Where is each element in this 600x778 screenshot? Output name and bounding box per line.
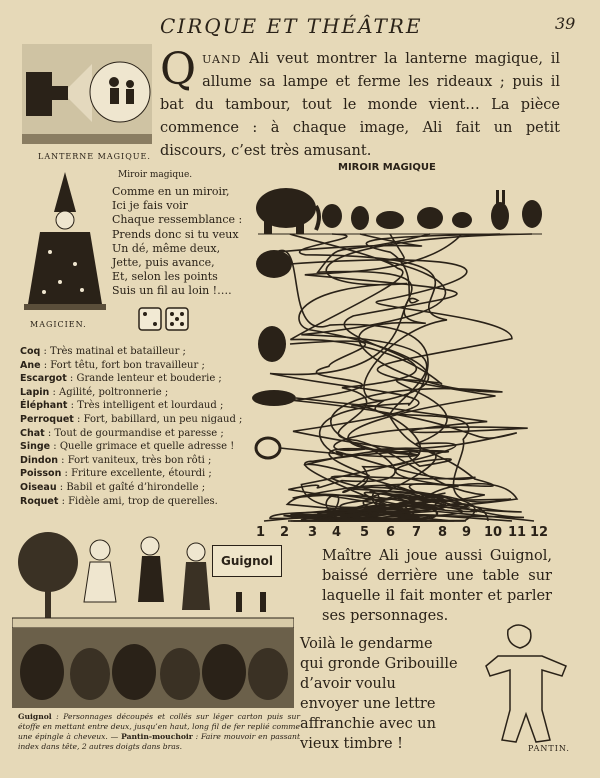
poem (112, 185, 252, 299)
list-item: Dindon : Fort vaniteux, très bon rôti ; (20, 454, 212, 466)
poem-line: Chaque ressemblance : (112, 213, 243, 227)
list-item: Roquet : Fidèle ami, trop de querelles. (20, 495, 218, 507)
intro-paragraph (160, 44, 560, 163)
list-item: Lapin : Agilité, poltronnerie ; (20, 386, 169, 398)
guignol-paragraph: Maître Ali joue aussi Guignol, baissé derrière une table sur laquelle il fait monter et parler ses personnages. (322, 548, 552, 624)
lanterne-caption: LANTERNE MAGIQUE. (38, 152, 151, 161)
maze-number: 3 (308, 525, 318, 540)
maze-number: 11 (508, 525, 527, 540)
list-item: Oiseau : Babil et gaîté d’hirondelle ; (20, 481, 206, 493)
list-item: Éléphant : Très intelligent et lourdaud ; (20, 400, 224, 412)
poem-line: Jette, puis avance, (112, 256, 215, 270)
list-item: Poisson : Friture excellente, étourdi ; (20, 468, 212, 480)
maze-number: 7 (412, 525, 422, 540)
miroir-caption: MIROIR MAGIQUE (338, 162, 436, 173)
maze-number: 8 (438, 525, 448, 540)
maze-number: 5 (360, 525, 370, 540)
pantin-illustration (458, 622, 584, 752)
lanterne-illustration (22, 44, 152, 144)
maze-number: 1 (256, 525, 266, 540)
list-item: Escargot : Grande lenteur et bouderie ; (20, 373, 222, 385)
maze-number: 4 (332, 525, 342, 540)
poem-line: Prends donc si tu veux (112, 227, 239, 241)
page-number: 39 (555, 14, 576, 33)
list-item: Chat : Tout de gourmandise et paresse ; (20, 427, 224, 439)
intro-smallcaps: UAND (202, 53, 242, 66)
guignol-caption: Guignol : Personnages découpés et collés sur léger carton puis sur étoffe en mettant entre deux, jusqu’en haut, long fil de fer replié comme une épingle à cheveux. — Pantin-mouchoir : Faire mouvoir en passant index dans tête, 2 autres doigts dans bras. (18, 712, 300, 751)
maze-number: 12 (530, 525, 549, 540)
list-item: Coq : Très matinal et batailleur ; (20, 346, 186, 357)
poem-line: Ici je fais voir (112, 199, 188, 213)
maze-number: 2 (280, 525, 290, 540)
poem-line: Un dé, même deux, (112, 241, 221, 255)
magicien-caption: MAGICIEN. (30, 320, 87, 329)
poem-title: Miroir magique. (118, 170, 193, 180)
miroir-magique-maze (250, 176, 550, 526)
gendarme-paragraph: Voilà le gendarme qui gronde Gribouille d’avoir voulu envoyer une lettre affranchie avec un vieux timbre ! (300, 636, 458, 752)
list-item: Ane : Fort têtu, fort bon travailleur ; (20, 359, 205, 371)
poem-line: Comme en un miroir, (112, 185, 230, 198)
poem-line: Suis un fil au loin !…. (112, 284, 232, 298)
list-item: Singe : Quelle grimace et quelle adresse ! (20, 441, 235, 453)
dropcap: Q (160, 44, 197, 95)
animal-attributes (20, 345, 250, 508)
guignol-sign: Guignol (212, 545, 282, 577)
poem-line: Et, selon les points (112, 270, 218, 284)
maze-number: 9 (462, 525, 472, 540)
maze-number: 6 (386, 525, 396, 540)
page-title: CIRQUE ET THÉÂTRE (160, 14, 423, 38)
magicien-illustration (20, 172, 110, 312)
list-item: Perroquet : Fort, babillard, un peu nigaud ; (20, 413, 243, 425)
dice-icon (138, 305, 190, 333)
pantin-caption: PANTIN. (528, 744, 570, 753)
maze-number: 10 (484, 525, 503, 540)
intro-text: Ali veut montrer la lanterne magique, il allume sa lampe et ferme les rideaux ; puis il bat du tambour, tout le monde vient… La pièce commence : à chaque image, Ali fait un petit discours, c’est très amusant. (160, 51, 560, 159)
